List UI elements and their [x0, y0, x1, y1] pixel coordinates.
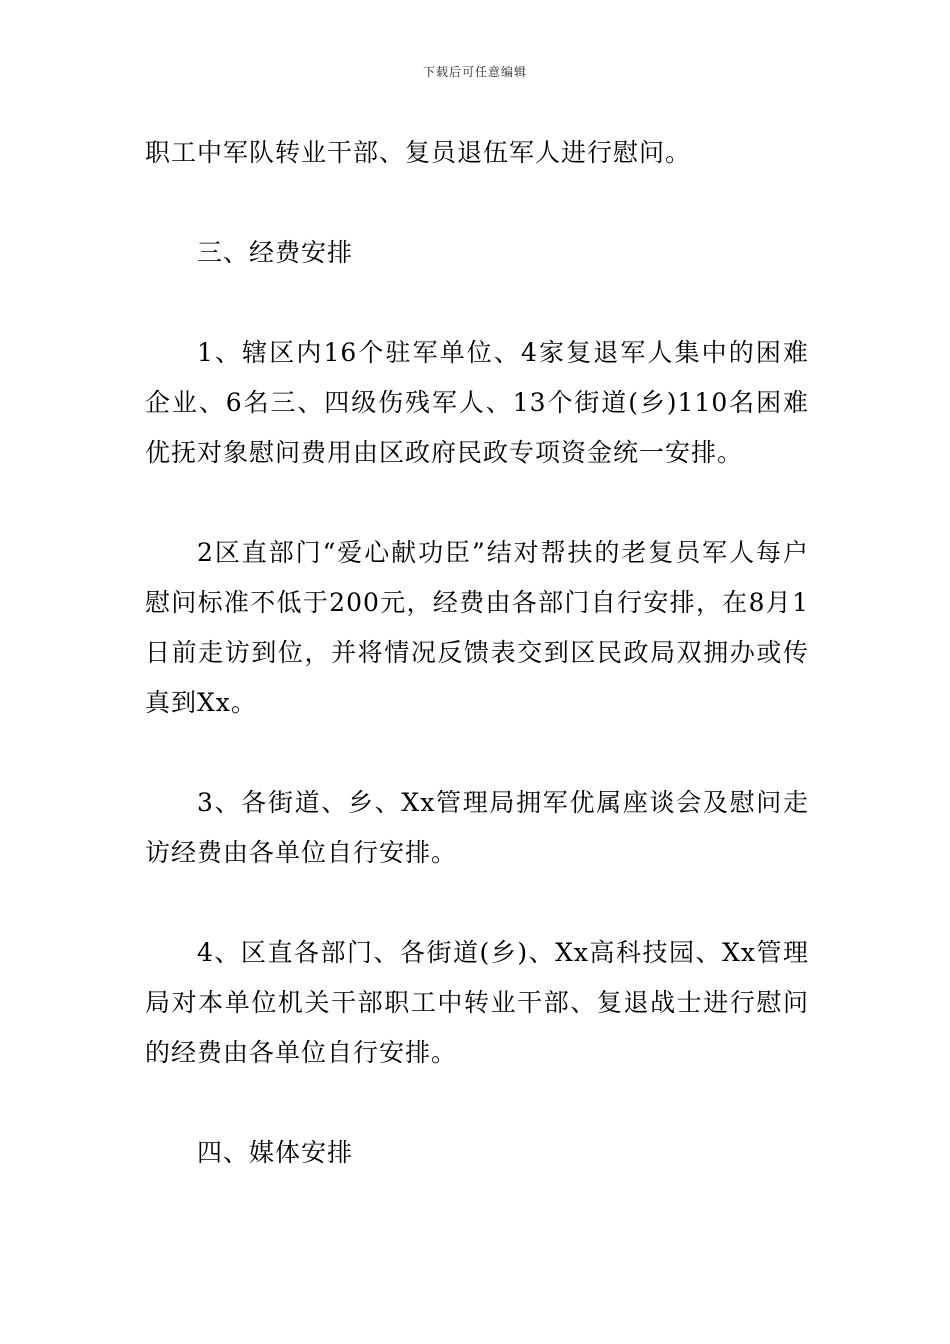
paragraph-item-2: 2区直部门“爱心献功臣”结对帮扶的老复员军人每户慰问标准不低于200元，经费由各部门自行安排，在8月1日前走访到位，并将情况反馈表交到区民政局双拥办或传真到Xx。 — [145, 538, 809, 717]
page-header-note: 下载后可任意编辑 — [422, 65, 527, 79]
document-body — [145, 128, 809, 1178]
section-heading-media: 四、媒体安排 — [197, 1138, 354, 1167]
section-heading-funding: 三、经费安排 — [197, 238, 354, 267]
paragraph-item-1: 1、辖区内16个驻军单位、4家复退军人集中的困难企业、6名三、四级伤残军人、13个街道(乡)110名困难优抚对象慰问费用由区政府民政专项资金统一安排。 — [145, 338, 809, 467]
paragraph-item-3: 3、各街道、乡、Xx管理局拥军优属座谈会及慰问走访经费由各单位自行安排。 — [145, 788, 809, 867]
paragraph-continuation: 职工中军队转业干部、复员退伍军人进行慰问。 — [145, 138, 692, 167]
paragraph-item-4: 4、区直各部门、各街道(乡)、Xx高科技园、Xx管理局对本单位机关干部职工中转业干部、复退战士进行慰问的经费由各单位自行安排。 — [145, 938, 809, 1067]
